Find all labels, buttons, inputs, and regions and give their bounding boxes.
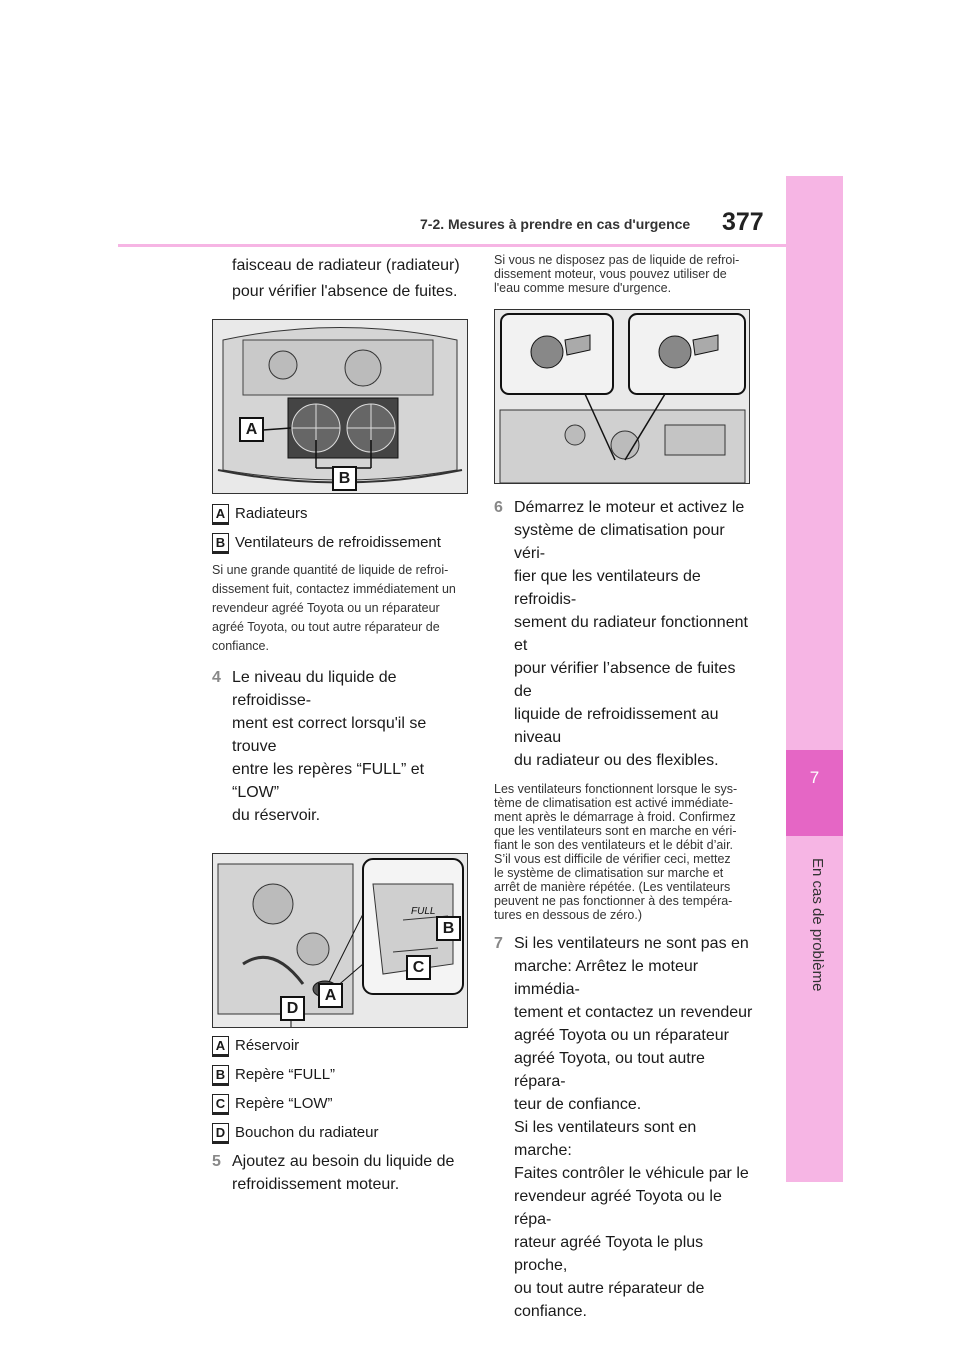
legend-item	[212, 1092, 474, 1116]
step-6	[494, 496, 756, 772]
step-line: refroidissement moteur.	[232, 1176, 400, 1193]
full-mark-text: FULL	[411, 906, 436, 917]
step-line: liquide de refroidissement au niveau	[514, 706, 719, 746]
step-line: Le niveau du liquide de refroidisse-	[232, 669, 397, 709]
figure-callout: A	[239, 417, 264, 442]
step-line: confiance.	[514, 1303, 587, 1320]
legend-text: Repère “FULL”	[235, 1066, 336, 1083]
note-line: S’il vous est difficile de vérifier ceci, mettez	[494, 852, 731, 866]
step-line: du réservoir.	[232, 807, 321, 824]
figure-callout: A	[318, 983, 343, 1008]
step-line: Ajoutez au besoin du liquide de	[232, 1153, 455, 1170]
legend-key: B	[212, 533, 229, 554]
chapter-tab-marker	[786, 750, 843, 836]
step-number: 4	[212, 669, 221, 686]
page-number: 377	[722, 208, 764, 236]
step-line: revendeur agréé Toyota ou le répa-	[514, 1188, 722, 1228]
step-4	[212, 666, 474, 827]
note-line: revendeur agréé Toyota ou un réparateur	[212, 601, 440, 615]
figure-callout: D	[280, 996, 305, 1021]
note-line: Les ventilateurs fonctionnent lorsque le sys-	[494, 782, 738, 796]
step-line: Faites contrôler le véhicule par le	[514, 1165, 749, 1182]
step-line: fier que les ventilateurs de refroidis-	[514, 568, 701, 608]
legend-key: B	[212, 1065, 229, 1086]
intro-line: pour vérifier l'absence de fuites.	[232, 283, 458, 300]
legend-text: Repère “LOW”	[235, 1095, 333, 1112]
step-line: rateur agréé Toyota le plus proche,	[514, 1234, 704, 1274]
note-line: tème de climatisation est activé immédiate-	[494, 796, 733, 810]
legend-key: D	[212, 1123, 229, 1144]
note-line: dissement fuit, contactez immédiatement un	[212, 582, 456, 596]
step-line: agréé Toyota, ou tout autre répara-	[514, 1050, 705, 1090]
left-column	[212, 253, 474, 1196]
step-number: 5	[212, 1153, 221, 1170]
legend-item	[212, 1034, 474, 1058]
step-number: 6	[494, 499, 503, 516]
step-line: Si les ventilateurs ne sont pas en	[514, 935, 749, 952]
step-7	[494, 932, 756, 1323]
chapter-number: 7	[809, 768, 820, 787]
note-line: le système de climatisation sur marche et	[494, 866, 724, 880]
right-column	[494, 253, 756, 1323]
section-title: 7-2. Mesures à prendre en cas d'urgence	[420, 216, 691, 232]
legend-text: Bouchon du radiateur	[235, 1124, 379, 1141]
cap-figure	[494, 309, 750, 484]
figure-callout: B	[436, 916, 461, 941]
step-line: ment est correct lorsqu'il se trouve	[232, 715, 427, 755]
note-line: dissement moteur, vous pouvez utiliser de	[494, 267, 727, 281]
step-line: ou tout autre réparateur de	[514, 1280, 705, 1297]
step-line: agréé Toyota ou un réparateur	[514, 1027, 729, 1044]
header-rule	[118, 244, 786, 247]
note-line: tures en dessous de zéro.)	[494, 908, 642, 922]
step-line: Si les ventilateurs sont en marche:	[514, 1119, 697, 1159]
chapter-title: En cas de problème	[809, 858, 826, 992]
step-line: marche: Arrêtez le moteur immédia-	[514, 958, 699, 998]
radiator-cap-illustration	[495, 310, 749, 483]
step-line: sement du radiateur fonctionnent et	[514, 614, 748, 654]
note-line: ment après le démarrage à froid. Confirmez	[494, 810, 736, 824]
note-line: arrêt de manière répétée. (Les ventilateurs	[494, 880, 731, 894]
step-line: Démarrez le moteur et activez le	[514, 499, 745, 516]
step-line: teur de confiance.	[514, 1096, 642, 1113]
note-line: Si une grande quantité de liquide de refroi-	[212, 563, 449, 577]
step-line: entre les repères “FULL” et “LOW”	[232, 761, 425, 801]
note-line: fiant le son des ventilateurs et le débit d’air.	[494, 838, 734, 852]
note-line: Si vous ne disposez pas de liquide de refroi-	[494, 253, 740, 267]
note-line: que les ventilateurs sont en marche en véri-	[494, 824, 737, 838]
legend-item	[212, 502, 474, 526]
intro-line: faisceau de radiateur (radiateur)	[232, 257, 460, 274]
note-line: agréé Toyota, ou tout autre réparateur de	[212, 620, 440, 634]
legend-item	[212, 1121, 474, 1145]
step-line: système de climatisation pour véri-	[514, 522, 725, 562]
figure-callout: C	[406, 955, 431, 980]
step-line: tement et contactez un revendeur	[514, 1004, 753, 1021]
legend-text: Radiateurs	[235, 505, 308, 522]
figure-callout: B	[332, 466, 357, 491]
legend-key: A	[212, 504, 229, 525]
legend-text: Ventilateurs de refroidissement	[235, 534, 441, 551]
legend-item	[212, 531, 474, 555]
step-5	[212, 1150, 474, 1196]
step-line: pour vérifier l’absence de fuites de	[514, 660, 736, 700]
note-line: l'eau comme mesure d'urgence.	[494, 281, 672, 295]
note-line: peuvent ne pas fonctionner à des tempéra-	[494, 894, 733, 908]
note-line: confiance.	[212, 639, 269, 653]
radiator-figure	[212, 319, 468, 494]
step-number: 7	[494, 935, 503, 952]
step-line: du radiateur ou des flexibles.	[514, 752, 719, 769]
legend-item	[212, 1063, 474, 1087]
reservoir-figure	[212, 853, 468, 1028]
legend-key: A	[212, 1036, 229, 1057]
legend-key: C	[212, 1094, 229, 1115]
legend-text: Réservoir	[235, 1037, 300, 1054]
